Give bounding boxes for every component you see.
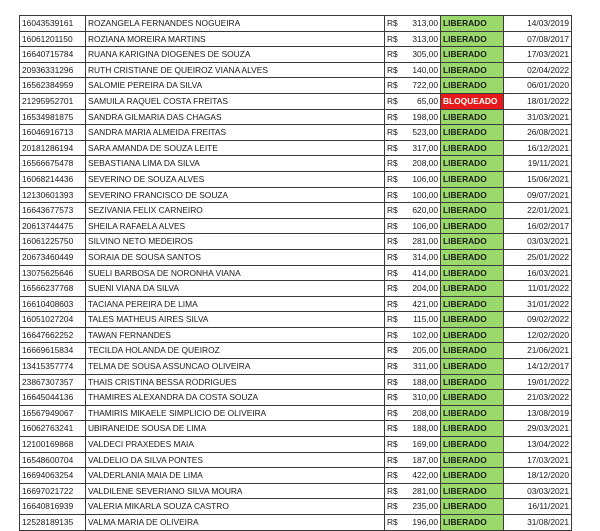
row-currency-cell: R$ [385, 140, 408, 156]
row-status-cell: LIBERADO [441, 125, 504, 141]
row-value-cell: 102,00 [407, 327, 441, 343]
row-currency-cell: R$ [385, 93, 408, 109]
row-status-cell: LIBERADO [441, 359, 504, 375]
row-status-cell: LIBERADO [441, 468, 504, 484]
row-name-cell: SILVINO NETO MEDEIROS [86, 234, 385, 250]
row-name-cell: TACIANA PEREIRA DE LIMA [86, 296, 385, 312]
table-row [20, 468, 572, 484]
row-date-cell: 21/03/2022 [504, 390, 572, 406]
row-currency-cell: R$ [385, 281, 408, 297]
table-row [20, 312, 572, 328]
row-name-cell: SORAIA DE SOUSA SANTOS [86, 249, 385, 265]
row-name-cell: TAWAN FERNANDES [86, 327, 385, 343]
row-status-cell: LIBERADO [441, 218, 504, 234]
row-value-cell: 187,00 [407, 452, 441, 468]
row-id-cell: 13075625646 [20, 265, 86, 281]
row-status-cell: LIBERADO [441, 483, 504, 499]
row-value-cell: 281,00 [407, 234, 441, 250]
row-value-cell: 106,00 [407, 218, 441, 234]
table-row [20, 16, 572, 32]
row-date-cell: 31/08/2021 [504, 515, 572, 531]
row-currency-cell: R$ [385, 499, 408, 515]
table-row [20, 405, 572, 421]
table-row [20, 421, 572, 437]
row-name-cell: SANDRA GILMARIA DAS CHAGAS [86, 109, 385, 125]
row-currency-cell: R$ [385, 390, 408, 406]
row-status-cell: LIBERADO [441, 156, 504, 172]
row-currency-cell: R$ [385, 109, 408, 125]
row-name-cell: ROZIANA MOREIRA MARTINS [86, 31, 385, 47]
row-status-cell: LIBERADO [441, 343, 504, 359]
row-name-cell: THAMIRES ALEXANDRA DA COSTA SOUZA [86, 390, 385, 406]
row-date-cell: 31/03/2021 [504, 109, 572, 125]
table-row [20, 374, 572, 390]
table-row [20, 187, 572, 203]
table-row [20, 359, 572, 375]
row-name-cell: SEVERINO FRANCISCO DE SOUZA [86, 187, 385, 203]
row-id-cell: 16643677573 [20, 203, 86, 219]
table-body [20, 16, 572, 531]
row-currency-cell: R$ [385, 249, 408, 265]
row-value-cell: 188,00 [407, 374, 441, 390]
row-currency-cell: R$ [385, 468, 408, 484]
row-id-cell: 16610408603 [20, 296, 86, 312]
table-row [20, 343, 572, 359]
row-value-cell: 414,00 [407, 265, 441, 281]
row-date-cell: 14/12/2017 [504, 359, 572, 375]
row-date-cell: 17/03/2021 [504, 452, 572, 468]
row-date-cell: 16/02/2017 [504, 218, 572, 234]
row-currency-cell: R$ [385, 125, 408, 141]
row-status-cell: LIBERADO [441, 374, 504, 390]
row-name-cell: UBIRANEIDE SOUSA DE LIMA [86, 421, 385, 437]
row-status-cell: LIBERADO [441, 452, 504, 468]
row-status-cell: LIBERADO [441, 31, 504, 47]
row-currency-cell: R$ [385, 483, 408, 499]
row-currency-cell: R$ [385, 16, 408, 32]
row-status-cell: LIBERADO [441, 171, 504, 187]
row-date-cell: 06/01/2020 [504, 78, 572, 94]
row-currency-cell: R$ [385, 343, 408, 359]
row-name-cell: TELMA DE SOUSA ASSUNCAO OLIVEIRA [86, 359, 385, 375]
row-value-cell: 208,00 [407, 156, 441, 172]
row-currency-cell: R$ [385, 296, 408, 312]
row-currency-cell: R$ [385, 359, 408, 375]
row-status-cell: LIBERADO [441, 203, 504, 219]
row-id-cell: 16697021722 [20, 483, 86, 499]
table-row [20, 483, 572, 499]
row-status-cell: LIBERADO [441, 515, 504, 531]
row-name-cell: SUENI VIANA DA SILVA [86, 281, 385, 297]
row-name-cell: THAMIRIS MIKAELE SIMPLICIO DE OLIVEIRA [86, 405, 385, 421]
row-currency-cell: R$ [385, 203, 408, 219]
row-date-cell: 02/04/2022 [504, 62, 572, 78]
row-status-cell: LIBERADO [441, 249, 504, 265]
row-value-cell: 169,00 [407, 437, 441, 453]
row-name-cell: SUELI BARBOSA DE NORONHA VIANA [86, 265, 385, 281]
row-status-cell: LIBERADO [441, 312, 504, 328]
table-row [20, 47, 572, 63]
row-status-cell: LIBERADO [441, 265, 504, 281]
row-currency-cell: R$ [385, 156, 408, 172]
row-id-cell: 16566237768 [20, 281, 86, 297]
row-value-cell: 313,00 [407, 31, 441, 47]
row-name-cell: VALDILENE SEVERIANO SILVA MOURA [86, 483, 385, 499]
row-name-cell: RUTH CRISTIANE DE QUEIROZ VIANA ALVES [86, 62, 385, 78]
row-id-cell: 16567949067 [20, 405, 86, 421]
row-value-cell: 188,00 [407, 421, 441, 437]
row-id-cell: 20181286194 [20, 140, 86, 156]
row-currency-cell: R$ [385, 78, 408, 94]
row-date-cell: 31/01/2022 [504, 296, 572, 312]
row-status-cell: LIBERADO [441, 405, 504, 421]
row-value-cell: 422,00 [407, 468, 441, 484]
row-name-cell: SANDRA MARIA ALMEIDA FREITAS [86, 125, 385, 141]
row-value-cell: 311,00 [407, 359, 441, 375]
row-currency-cell: R$ [385, 405, 408, 421]
row-value-cell: 100,00 [407, 187, 441, 203]
table-row [20, 218, 572, 234]
row-value-cell: 198,00 [407, 109, 441, 125]
row-name-cell: VALDECI PRAXEDES MAIA [86, 437, 385, 453]
row-status-cell: LIBERADO [441, 296, 504, 312]
row-id-cell: 16640816939 [20, 499, 86, 515]
row-value-cell: 106,00 [407, 171, 441, 187]
table-row [20, 499, 572, 515]
table-row [20, 452, 572, 468]
row-name-cell: SAMUILA RAQUEL COSTA FREITAS [86, 93, 385, 109]
row-value-cell: 421,00 [407, 296, 441, 312]
row-id-cell: 16566675478 [20, 156, 86, 172]
table-row [20, 296, 572, 312]
row-date-cell: 19/01/2022 [504, 374, 572, 390]
row-status-cell: BLOQUEADO [441, 93, 504, 109]
table-row [20, 437, 572, 453]
row-currency-cell: R$ [385, 437, 408, 453]
row-name-cell: SALOMIE PEREIRA DA SILVA [86, 78, 385, 94]
row-date-cell: 25/01/2022 [504, 249, 572, 265]
row-name-cell: SEVERINO DE SOUZA ALVES [86, 171, 385, 187]
row-id-cell: 20936331296 [20, 62, 86, 78]
row-id-cell: 16669615834 [20, 343, 86, 359]
table-row [20, 281, 572, 297]
row-date-cell: 13/08/2019 [504, 405, 572, 421]
row-date-cell: 22/01/2021 [504, 203, 572, 219]
table-row [20, 156, 572, 172]
row-date-cell: 09/02/2022 [504, 312, 572, 328]
row-id-cell: 16534981875 [20, 109, 86, 125]
row-id-cell: 12528189135 [20, 515, 86, 531]
row-id-cell: 16051027204 [20, 312, 86, 328]
row-status-cell: LIBERADO [441, 187, 504, 203]
row-currency-cell: R$ [385, 374, 408, 390]
row-id-cell: 21295952701 [20, 93, 86, 109]
row-value-cell: 115,00 [407, 312, 441, 328]
row-name-cell: SEBASTIANA LIMA DA SILVA [86, 156, 385, 172]
table-row [20, 78, 572, 94]
row-value-cell: 523,00 [407, 125, 441, 141]
row-value-cell: 204,00 [407, 281, 441, 297]
row-status-cell: LIBERADO [441, 499, 504, 515]
row-id-cell: 13415357774 [20, 359, 86, 375]
table-row [20, 62, 572, 78]
row-id-cell: 16647662252 [20, 327, 86, 343]
row-value-cell: 281,00 [407, 483, 441, 499]
row-status-cell: LIBERADO [441, 234, 504, 250]
row-name-cell: TECILDA HOLANDA DE QUEIROZ [86, 343, 385, 359]
row-status-cell: LIBERADO [441, 437, 504, 453]
table-row [20, 93, 572, 109]
table-row [20, 390, 572, 406]
row-value-cell: 310,00 [407, 390, 441, 406]
row-date-cell: 16/11/2021 [504, 499, 572, 515]
row-currency-cell: R$ [385, 187, 408, 203]
row-date-cell: 18/12/2020 [504, 468, 572, 484]
row-date-cell: 21/06/2021 [504, 343, 572, 359]
row-date-cell: 18/01/2022 [504, 93, 572, 109]
row-date-cell: 09/07/2021 [504, 187, 572, 203]
row-value-cell: 65,00 [407, 93, 441, 109]
row-currency-cell: R$ [385, 421, 408, 437]
row-date-cell: 26/08/2021 [504, 125, 572, 141]
row-currency-cell: R$ [385, 218, 408, 234]
row-id-cell: 16694063254 [20, 468, 86, 484]
row-id-cell: 12100169868 [20, 437, 86, 453]
row-id-cell: 16062763241 [20, 421, 86, 437]
row-currency-cell: R$ [385, 47, 408, 63]
row-name-cell: TALES MATHEUS AIRES SILVA [86, 312, 385, 328]
row-id-cell: 16046916713 [20, 125, 86, 141]
row-value-cell: 620,00 [407, 203, 441, 219]
row-name-cell: SARA AMANDA DE SOUZA LEITE [86, 140, 385, 156]
row-date-cell: 29/03/2021 [504, 421, 572, 437]
row-name-cell: VALERIA MIKARLA SOUZA CASTRO [86, 499, 385, 515]
row-date-cell: 15/06/2021 [504, 171, 572, 187]
row-value-cell: 140,00 [407, 62, 441, 78]
row-date-cell: 11/01/2022 [504, 281, 572, 297]
table-row [20, 265, 572, 281]
row-status-cell: LIBERADO [441, 281, 504, 297]
row-date-cell: 12/02/2020 [504, 327, 572, 343]
row-currency-cell: R$ [385, 62, 408, 78]
row-status-cell: LIBERADO [441, 78, 504, 94]
row-id-cell: 16043539161 [20, 16, 86, 32]
table-row [20, 515, 572, 531]
table-row [20, 125, 572, 141]
row-name-cell: VALDERLANIA MAIA DE LIMA [86, 468, 385, 484]
row-date-cell: 03/03/2021 [504, 483, 572, 499]
row-value-cell: 314,00 [407, 249, 441, 265]
row-status-cell: LIBERADO [441, 390, 504, 406]
row-currency-cell: R$ [385, 515, 408, 531]
row-date-cell: 16/03/2021 [504, 265, 572, 281]
row-name-cell: SHEILA RAFAELA ALVES [86, 218, 385, 234]
row-currency-cell: R$ [385, 312, 408, 328]
row-currency-cell: R$ [385, 31, 408, 47]
row-date-cell: 14/03/2019 [504, 16, 572, 32]
row-id-cell: 20613744475 [20, 218, 86, 234]
row-value-cell: 305,00 [407, 47, 441, 63]
row-currency-cell: R$ [385, 327, 408, 343]
row-id-cell: 16562384959 [20, 78, 86, 94]
row-id-cell: 16645044136 [20, 390, 86, 406]
row-date-cell: 17/03/2021 [504, 47, 572, 63]
row-id-cell: 16061225750 [20, 234, 86, 250]
row-value-cell: 317,00 [407, 140, 441, 156]
row-currency-cell: R$ [385, 452, 408, 468]
table-row [20, 249, 572, 265]
row-status-cell: LIBERADO [441, 16, 504, 32]
table-row [20, 327, 572, 343]
row-value-cell: 196,00 [407, 515, 441, 531]
row-value-cell: 722,00 [407, 78, 441, 94]
row-date-cell: 03/03/2021 [504, 234, 572, 250]
row-status-cell: LIBERADO [441, 109, 504, 125]
row-id-cell: 20673460449 [20, 249, 86, 265]
row-id-cell: 16640715784 [20, 47, 86, 63]
row-date-cell: 16/12/2021 [504, 140, 572, 156]
row-value-cell: 205,00 [407, 343, 441, 359]
table-row [20, 234, 572, 250]
row-currency-cell: R$ [385, 171, 408, 187]
beneficiary-table [19, 15, 572, 531]
table-row [20, 31, 572, 47]
row-name-cell: SEZIVANIA FELIX CARNEIRO [86, 203, 385, 219]
row-name-cell: VALMA MARIA DE OLIVEIRA [86, 515, 385, 531]
row-date-cell: 13/04/2022 [504, 437, 572, 453]
row-status-cell: LIBERADO [441, 47, 504, 63]
row-status-cell: LIBERADO [441, 140, 504, 156]
row-value-cell: 208,00 [407, 405, 441, 421]
row-currency-cell: R$ [385, 265, 408, 281]
row-value-cell: 235,00 [407, 499, 441, 515]
row-status-cell: LIBERADO [441, 62, 504, 78]
row-date-cell: 07/08/2017 [504, 31, 572, 47]
row-name-cell: RUANA KARIGINA DIOGENES DE SOUZA [86, 47, 385, 63]
table-row [20, 171, 572, 187]
row-name-cell: VALDELIO DA SILVA PONTES [86, 452, 385, 468]
row-id-cell: 16061201150 [20, 31, 86, 47]
row-date-cell: 19/11/2021 [504, 156, 572, 172]
row-id-cell: 16548600704 [20, 452, 86, 468]
row-id-cell: 12130601393 [20, 187, 86, 203]
table-row [20, 140, 572, 156]
table-row [20, 109, 572, 125]
row-name-cell: THAIS CRISTINA BESSA RODRIGUES [86, 374, 385, 390]
row-name-cell: ROZANGELA FERNANDES NOGUEIRA [86, 16, 385, 32]
row-status-cell: LIBERADO [441, 327, 504, 343]
row-currency-cell: R$ [385, 234, 408, 250]
row-status-cell: LIBERADO [441, 421, 504, 437]
table-row [20, 203, 572, 219]
row-id-cell: 23867307357 [20, 374, 86, 390]
row-value-cell: 313,00 [407, 16, 441, 32]
row-id-cell: 16068214436 [20, 171, 86, 187]
